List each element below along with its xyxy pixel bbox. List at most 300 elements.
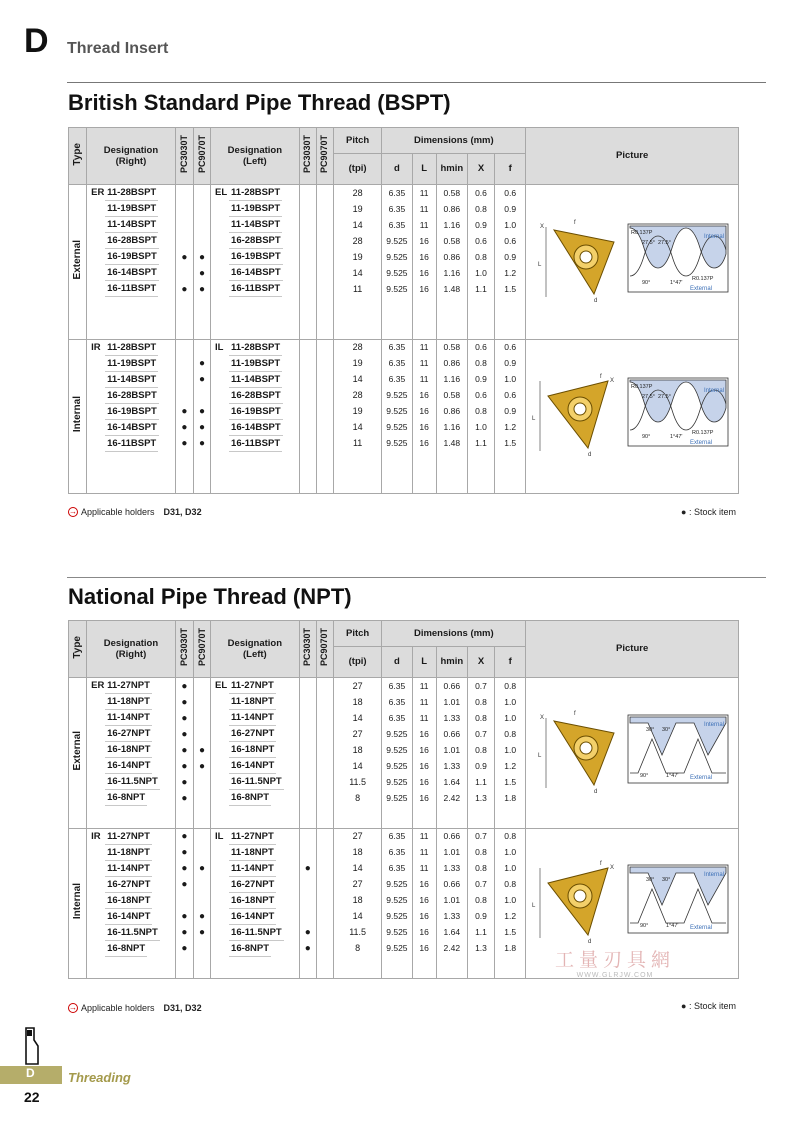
L-value: 11: [412, 372, 436, 388]
arrow-circle-icon: →: [69, 507, 77, 516]
d-value: 9.525: [382, 436, 412, 452]
X-value: 0.6: [467, 339, 494, 356]
stock-mark: [299, 372, 316, 388]
designation-left: 16-27NPT: [211, 726, 300, 742]
stock-mark: ●: [175, 678, 193, 695]
svg-text:d: d: [587, 939, 591, 946]
npt-stock-legend: ● : Stock item: [681, 1001, 736, 1011]
L-value: 11: [412, 339, 436, 356]
stock-mark: [299, 281, 316, 297]
stock-mark: [299, 217, 316, 233]
d-value: 9.525: [382, 404, 412, 420]
type-internal: Internal: [69, 339, 87, 494]
tpi-value: 27: [333, 877, 381, 893]
svg-text:L: L: [531, 903, 535, 910]
stock-mark: [299, 185, 316, 202]
svg-text:d: d: [593, 297, 597, 304]
d-value: 9.525: [382, 249, 412, 265]
hmin-value: 0.86: [436, 356, 467, 372]
tpi-value: 28: [333, 233, 381, 249]
svg-text:d: d: [593, 788, 597, 795]
stock-mark: [193, 339, 210, 356]
tpi-value: 14: [333, 265, 381, 281]
table-row: [69, 185, 739, 202]
L-value: 16: [412, 726, 436, 742]
L-value: 16: [412, 893, 436, 909]
L-value: 11: [412, 217, 436, 233]
radius-label: R0.137P: [630, 384, 653, 391]
designation-right: 16-11BSPT: [87, 436, 176, 452]
npt-section-title: National Pipe Thread (NPT): [68, 584, 352, 609]
npt-table: [68, 620, 739, 979]
stock-mark: [316, 420, 333, 436]
d-value: 9.525: [382, 925, 412, 941]
designation-left: 11-19BSPT: [211, 356, 300, 372]
designation-right: 11-14NPT: [87, 710, 176, 726]
tpi-value: 11: [333, 436, 381, 452]
col-grade-2: PC9070T: [193, 128, 210, 185]
X-value: 0.8: [467, 404, 494, 420]
X-value: 0.8: [467, 694, 494, 710]
stock-mark: ●: [299, 925, 316, 941]
X-value: 1.1: [467, 436, 494, 452]
d-value: 6.35: [382, 861, 412, 877]
col-designation-left: Designation (Left): [211, 128, 300, 185]
X-value: 0.6: [467, 388, 494, 404]
chapter-tab-label: Threading: [68, 1070, 131, 1085]
stock-mark: [316, 281, 333, 297]
stock-mark: [193, 790, 210, 806]
stock-mark: ●: [175, 742, 193, 758]
designation-right: 16-28BSPT: [87, 233, 176, 249]
stock-mark: [299, 356, 316, 372]
stock-mark: ●: [193, 436, 210, 452]
L-value: 16: [412, 233, 436, 249]
ninety-label: 90°: [639, 772, 648, 779]
d-value: 6.35: [382, 678, 412, 695]
stock-mark: ●: [175, 420, 193, 436]
stock-mark: [299, 404, 316, 420]
stock-mark: [316, 758, 333, 774]
designation-left: 11-14BSPT: [211, 217, 300, 233]
picture-internal: [526, 339, 739, 494]
stock-mark: [316, 742, 333, 758]
X-value: 0.9: [467, 372, 494, 388]
f-value: 1.2: [495, 265, 526, 281]
designation-right: 16-14NPT: [87, 758, 176, 774]
insert-diagram: [530, 853, 735, 953]
f-value: 0.6: [495, 233, 526, 249]
col-designation-right: Designation (Right): [87, 128, 176, 185]
stock-mark: ●: [193, 742, 210, 758]
d-value: 6.35: [382, 710, 412, 726]
col-d: d: [382, 154, 412, 185]
stock-mark: ●: [175, 436, 193, 452]
stock-mark: [299, 774, 316, 790]
external-label: External: [689, 285, 712, 292]
angle-label: 27.5°: [657, 239, 671, 246]
stock-mark: [316, 249, 333, 265]
col-hmin: hmin: [436, 154, 467, 185]
type-external: External: [69, 185, 87, 340]
stock-mark: ●: [193, 404, 210, 420]
L-value: 11: [412, 828, 436, 845]
designation-left: 16-28BSPT: [211, 233, 300, 249]
X-value: 0.9: [467, 758, 494, 774]
stock-mark: [316, 941, 333, 957]
X-value: 1.0: [467, 420, 494, 436]
L-value: 16: [412, 742, 436, 758]
ninety-label: 90°: [639, 923, 648, 930]
section-divider: [67, 577, 766, 578]
stock-mark: [193, 845, 210, 861]
designation-left: 11-18NPT: [211, 694, 300, 710]
tpi-value: 11.5: [333, 925, 381, 941]
svg-text:f: f: [573, 219, 576, 226]
col-picture: Picture: [526, 128, 739, 185]
type-external: External: [69, 678, 87, 829]
hmin-value: 2.42: [436, 941, 467, 957]
d-value: 9.525: [382, 388, 412, 404]
internal-label: Internal: [703, 721, 724, 728]
L-value: 16: [412, 404, 436, 420]
L-value: 11: [412, 710, 436, 726]
hmin-value: 1.01: [436, 893, 467, 909]
tpi-value: 8: [333, 941, 381, 957]
d-value: 6.35: [382, 339, 412, 356]
f-value: 1.8: [495, 941, 526, 957]
watermark: [555, 945, 675, 979]
designation-right: ER 11-28BSPT: [87, 185, 176, 202]
tpi-value: 18: [333, 742, 381, 758]
stock-mark: ●: [175, 877, 193, 893]
stock-mark: [299, 893, 316, 909]
bspt-section-title: British Standard Pipe Thread (BSPT): [68, 90, 451, 115]
stock-mark: [299, 790, 316, 806]
hmin-value: 1.48: [436, 436, 467, 452]
hmin-value: 0.86: [436, 201, 467, 217]
designation-left: 16-18NPT: [211, 893, 300, 909]
internal-label: Internal: [703, 872, 724, 879]
stock-mark: ●: [193, 925, 210, 941]
f-value: 1.0: [495, 217, 526, 233]
insert-diagram: [530, 703, 735, 803]
stock-mark: ●: [175, 404, 193, 420]
stock-mark: [175, 372, 193, 388]
svg-text:L: L: [537, 752, 541, 759]
col-designation-left: Designation (Left): [211, 621, 300, 678]
L-value: 11: [412, 201, 436, 217]
designation-right: 16-11BSPT: [87, 281, 176, 297]
f-value: 0.6: [495, 185, 526, 202]
designation-left: 16-19BSPT: [211, 404, 300, 420]
stock-mark: [299, 265, 316, 281]
tpi-value: 27: [333, 828, 381, 845]
chapter-tab-letter: D: [26, 1066, 35, 1080]
designation-right: 16-14NPT: [87, 909, 176, 925]
designation-left: 16-11.5NPT: [211, 774, 300, 790]
stock-mark: ●: [175, 710, 193, 726]
tpi-value: 28: [333, 185, 381, 202]
stock-mark: [316, 678, 333, 695]
stock-mark: [193, 217, 210, 233]
designation-left: 16-8NPT: [211, 941, 300, 957]
external-label: External: [689, 774, 712, 781]
stock-mark: ●: [175, 774, 193, 790]
radius-label: R0.137P: [630, 229, 653, 236]
d-value: 9.525: [382, 774, 412, 790]
X-value: 0.8: [467, 249, 494, 265]
tpi-value: 14: [333, 217, 381, 233]
radius-label: R0.137P: [691, 275, 714, 282]
hmin-value: 1.64: [436, 774, 467, 790]
holders-value: D31, D32: [163, 507, 202, 517]
f-value: 1.2: [495, 758, 526, 774]
f-value: 0.9: [495, 201, 526, 217]
d-value: 9.525: [382, 233, 412, 249]
stock-mark: [316, 233, 333, 249]
designation-right: IR 11-27NPT: [87, 828, 176, 845]
col-f: f: [495, 647, 526, 678]
stock-mark: ●: [175, 909, 193, 925]
hmin-value: 0.86: [436, 404, 467, 420]
radius-label: R0.137P: [691, 430, 714, 437]
f-value: 1.0: [495, 710, 526, 726]
table-row: [69, 339, 739, 356]
d-value: 6.35: [382, 217, 412, 233]
designation-left: 11-14BSPT: [211, 372, 300, 388]
hmin-value: 2.42: [436, 790, 467, 806]
tpi-value: 27: [333, 726, 381, 742]
insert-diagram: [530, 366, 735, 466]
stock-mark: ●: [175, 925, 193, 941]
tpi-value: 19: [333, 201, 381, 217]
watermark-text: 工量刃具網: [555, 950, 676, 971]
f-value: 1.2: [495, 909, 526, 925]
L-value: 16: [412, 249, 436, 265]
d-value: 9.525: [382, 265, 412, 281]
d-value: 6.35: [382, 372, 412, 388]
stock-mark: ●: [175, 694, 193, 710]
L-value: 11: [412, 861, 436, 877]
stock-mark: [299, 758, 316, 774]
stock-mark: [175, 388, 193, 404]
hmin-value: 0.58: [436, 233, 467, 249]
stock-mark: [175, 185, 193, 202]
L-value: 11: [412, 185, 436, 202]
designation-left: 16-11BSPT: [211, 281, 300, 297]
stock-mark: [299, 201, 316, 217]
designation-left: 16-8NPT: [211, 790, 300, 806]
stock-mark: ●: [299, 941, 316, 957]
X-value: 0.8: [467, 201, 494, 217]
col-picture: Picture: [526, 621, 739, 678]
stock-mark: ●: [175, 249, 193, 265]
type-internal: Internal: [69, 828, 87, 979]
svg-text:L: L: [537, 261, 541, 268]
d-value: 9.525: [382, 420, 412, 436]
tpi-value: 11.5: [333, 774, 381, 790]
f-value: 1.0: [495, 845, 526, 861]
stock-mark: ●: [193, 265, 210, 281]
stock-mark: [299, 388, 316, 404]
stock-mark: [193, 694, 210, 710]
designation-right: IR 11-28BSPT: [87, 339, 176, 356]
taper-label: 1°47': [665, 923, 679, 930]
designation-left: 16-11BSPT: [211, 436, 300, 452]
angle-label: 30°: [645, 877, 654, 884]
svg-text:f: f: [599, 861, 602, 868]
stock-mark: [299, 436, 316, 452]
designation-left: 16-14NPT: [211, 758, 300, 774]
designation-right: 16-19BSPT: [87, 249, 176, 265]
designation-right: 11-14BSPT: [87, 372, 176, 388]
ninety-label: 90°: [641, 279, 650, 286]
d-value: 6.35: [382, 201, 412, 217]
L-value: 16: [412, 941, 436, 957]
designation-left: 16-28BSPT: [211, 388, 300, 404]
stock-mark: [316, 925, 333, 941]
designation-right: 11-19BSPT: [87, 201, 176, 217]
X-value: 0.7: [467, 678, 494, 695]
hmin-value: 0.66: [436, 678, 467, 695]
col-hmin: hmin: [436, 647, 467, 678]
stock-mark: [193, 893, 210, 909]
svg-text:X: X: [539, 714, 544, 721]
d-value: 9.525: [382, 726, 412, 742]
designation-right: 11-14BSPT: [87, 217, 176, 233]
designation-right: 16-18NPT: [87, 742, 176, 758]
svg-text:f: f: [573, 710, 576, 717]
svg-text:X: X: [609, 378, 614, 385]
X-value: 1.3: [467, 941, 494, 957]
L-value: 16: [412, 909, 436, 925]
stock-mark: [193, 201, 210, 217]
angle-label: 30°: [661, 726, 670, 733]
chapter-letter: D: [24, 22, 49, 60]
tpi-value: 14: [333, 861, 381, 877]
bspt-table: [68, 127, 739, 494]
hmin-value: 1.16: [436, 265, 467, 281]
f-value: 1.0: [495, 893, 526, 909]
stock-mark: ●: [193, 281, 210, 297]
hmin-value: 0.66: [436, 726, 467, 742]
tpi-value: 18: [333, 893, 381, 909]
designation-left: 16-14NPT: [211, 909, 300, 925]
stock-mark: [299, 694, 316, 710]
threading-tool-icon: [22, 1026, 42, 1066]
designation-left: 11-14NPT: [211, 861, 300, 877]
d-value: 6.35: [382, 185, 412, 202]
designation-right: 16-14BSPT: [87, 420, 176, 436]
col-d: d: [382, 647, 412, 678]
bspt-applicable-holders: [68, 507, 202, 517]
stock-mark: [316, 436, 333, 452]
f-value: 0.8: [495, 726, 526, 742]
col-X: X: [467, 154, 494, 185]
internal-label: Internal: [703, 233, 724, 240]
hmin-value: 1.33: [436, 710, 467, 726]
designation-right: 16-11.5NPT: [87, 774, 176, 790]
designation-left: EL 11-28BSPT: [211, 185, 300, 202]
designation-right: 16-28BSPT: [87, 388, 176, 404]
col-L: L: [412, 647, 436, 678]
X-value: 0.9: [467, 217, 494, 233]
stock-mark: [316, 388, 333, 404]
tpi-value: 14: [333, 372, 381, 388]
col-grade-2-left: PC9070T: [316, 621, 333, 678]
tpi-value: 14: [333, 710, 381, 726]
col-grade-1-left: PC3030T: [299, 128, 316, 185]
stock-mark: ●: [193, 249, 210, 265]
designation-right: 16-14BSPT: [87, 265, 176, 281]
f-value: 1.5: [495, 281, 526, 297]
tpi-value: 18: [333, 694, 381, 710]
stock-mark: [316, 790, 333, 806]
svg-text:f: f: [599, 374, 602, 381]
svg-text:X: X: [609, 865, 614, 872]
X-value: 1.0: [467, 265, 494, 281]
thread-profile: [628, 224, 728, 292]
stock-mark: [316, 339, 333, 356]
stock-mark: ●: [193, 372, 210, 388]
d-value: 9.525: [382, 941, 412, 957]
L-value: 16: [412, 774, 436, 790]
hmin-value: 1.33: [436, 758, 467, 774]
X-value: 0.8: [467, 845, 494, 861]
watermark-url: WWW.GLRJW.COM: [576, 972, 654, 979]
L-value: 16: [412, 877, 436, 893]
external-label: External: [689, 925, 712, 932]
stock-mark: [175, 356, 193, 372]
angle-label: 27.5°: [641, 394, 655, 401]
svg-text:L: L: [531, 416, 535, 423]
col-pitch: Pitch: [333, 128, 381, 154]
f-value: 1.2: [495, 420, 526, 436]
d-value: 9.525: [382, 758, 412, 774]
X-value: 0.8: [467, 893, 494, 909]
stock-mark: [316, 828, 333, 845]
designation-left: 16-27NPT: [211, 877, 300, 893]
col-dimensions: Dimensions (mm): [382, 621, 526, 647]
tpi-value: 28: [333, 339, 381, 356]
npt-applicable-holders: [68, 1003, 202, 1013]
stock-mark: [316, 372, 333, 388]
f-value: 1.5: [495, 925, 526, 941]
designation-left: EL 11-27NPT: [211, 678, 300, 695]
designation-right: 11-18NPT: [87, 694, 176, 710]
X-value: 0.8: [467, 861, 494, 877]
d-value: 9.525: [382, 909, 412, 925]
col-X: X: [467, 647, 494, 678]
L-value: 16: [412, 265, 436, 281]
L-value: 11: [412, 845, 436, 861]
L-value: 16: [412, 420, 436, 436]
X-value: 0.9: [467, 909, 494, 925]
designation-left: 16-14BSPT: [211, 420, 300, 436]
angle-label: 30°: [661, 877, 670, 884]
hmin-value: 1.01: [436, 845, 467, 861]
stock-mark: [193, 877, 210, 893]
designation-left: 16-11.5NPT: [211, 925, 300, 941]
stock-mark: [299, 845, 316, 861]
hmin-value: 1.01: [436, 742, 467, 758]
stock-mark: [299, 339, 316, 356]
stock-mark: [299, 877, 316, 893]
stock-mark: ●: [193, 909, 210, 925]
stock-mark: ●: [193, 420, 210, 436]
d-value: 6.35: [382, 356, 412, 372]
